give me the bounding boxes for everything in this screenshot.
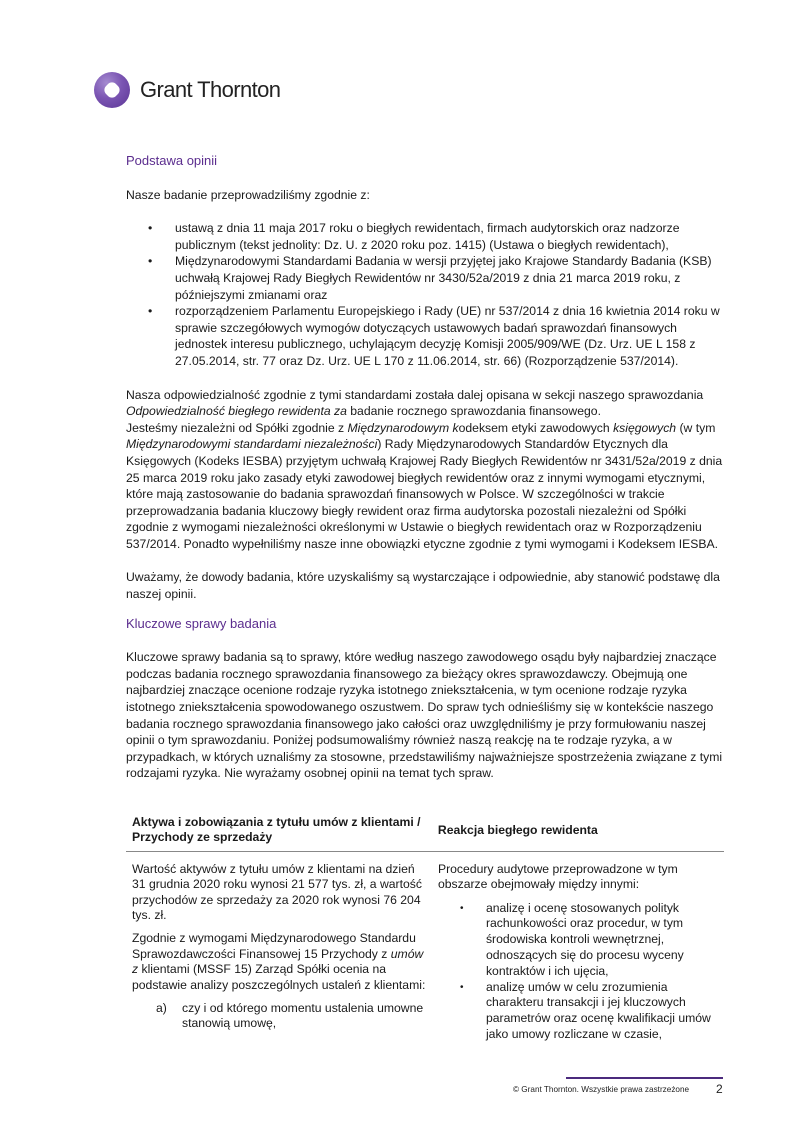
procedures-list — [438, 901, 724, 1043]
footer-copyright: © Grant Thornton. Wszystkie prawa zastrzeżone — [513, 1085, 690, 1094]
section-heading-key-matters: Kluczowe sprawy badania — [126, 615, 277, 631]
column-header-response: Reakcja biegłego rewidenta — [437, 822, 598, 837]
response-cell — [426, 862, 724, 1043]
list-item: • rozporządzeniem Parlamentu Europejskiego i Rady (UE) nr 537/2014 z dnia 16 kwietnia 2014 roku w sprawie szczegółowych wymogów dotyczących ustawowych badań sprawozdań finansowych jednostek interesu publicznego, uchylającym decyzję Komisji 2005/909/WE (Dz. Urz. UE L 158 z 27.05.2014, str. 77 oraz Dz. Urz. UE L 170 z 11.06.2014, str. 66) (Rozporządzenie 537/2014). — [126, 303, 726, 369]
assessment-list — [132, 1001, 426, 1032]
responsibility-paragraph: Nasza odpowiedzialność zgodnie z tymi standardami została dalej opisana w sekcji naszego sprawozdania Odpowiedzialność biegłego rewidenta za badanie rocznego sprawozdania finansowego. — [126, 387, 704, 419]
evidence-paragraph: Uważamy, że dowody badania, które uzyskaliśmy są wystarczające i odpowiednie, aby stanowić podstawę dla naszej opinii. — [126, 570, 720, 602]
matter-cell — [126, 862, 426, 1043]
intro-text: Nasze badanie przeprowadziliśmy zgodnie z: — [126, 187, 370, 202]
independence-paragraph: Jesteśmy niezależni od Spółki zgodnie z Międzynarodowym kodeksem etyki zawodowych księgowych (w tym Międzynarodowymi standardami niezależności) Rady Międzynarodowych Standardów Etycznych dla Księgowych (Kodeks IESBA) przyjętym uchwałą Krajowej Rady Biegłych Rewidentów nr 3431/52a/2019 z dnia 25 marca 2019 roku jako zasady etyki zawodowej biegłych rewidentów oraz z innymi wymogami etycznymi, które mają zastosowanie do badania sprawozdań finansowych w Polsce. W szczególności w trakcie przeprowadzania badania kluczowy biegły rewident oraz firma audytorska pozostali niezależni od Spółki zgodnie z wymogami niezależności określonymi w Ustawie o biegłych rewidentach oraz w Rozporządzeniu 537/2014. Ponadto wypełniliśmy nasze inne obowiązki etyczne zgodnie z tymi wymogami i Kodeksem IESBA. — [126, 420, 723, 551]
footer-divider — [566, 1077, 723, 1079]
key-matters-paragraph: Kluczowe sprawy badania są to sprawy, które według naszego zawodowego osądu były najbardziej znaczące podczas badania rocznego sprawozdania finansowego za bieżący okres sprawozdawczy. Obejmują one najbardziej znaczące ocenione rodzaje ryzyka istotnego zniekształcenia, w tym ocenione rodzaje ryzyka istotnego zniekształcenia spowodowanego oszustwem. Do spraw tych odnieśliśmy się w kontekście naszego badania rocznego sprawozdania finansowego jako całości oraz uwzględniliśmy je przy formułowaniu naszej opinii o tym sprawozdaniu. Poniżej podsumowaliśmy również naszą reakcję na te rodzaje ryzyka, a w przypadkach, w których uznaliśmy za stosowne, przedstawiliśmy najważniejsze spostrzeżenia związane z tymi rodzajami ryzyka. Nie wyrażamy osobnej opinii na temat tych spraw. — [126, 650, 723, 781]
list-item: a) czy i od którego momentu ustalenia umowne stanowią umowę, — [156, 1001, 424, 1031]
table-header — [126, 815, 724, 852]
table-row — [126, 852, 724, 1043]
key-audit-matters-table — [126, 815, 724, 1043]
matter-description: Zgodnie z wymogami Międzynarodowego Standardu Sprawozdawczości Finansowej 15 Przychody z umów z klientami (MSSF 15) Zarząd Spółki ocenia na podstawie analizy poszczególnych ustaleń z klientami: — [132, 931, 426, 992]
grant-thornton-logo-icon — [94, 72, 130, 108]
standards-list — [126, 220, 726, 369]
list-item: • analizę i ocenę stosowanych polityk rachunkowości oraz procedur, w tym środowiska kontroli wewnętrznej, odnoszących się do procesu wyceny kontraktów i ich ujęcia, — [438, 901, 724, 980]
response-intro: Procedury audytowe przeprowadzone w tym obszarze obejmowały między innymi: — [437, 861, 678, 892]
page-number: 2 — [716, 1082, 723, 1096]
report-body — [126, 153, 726, 782]
list-item: • ustawą z dnia 11 maja 2017 roku o biegłych rewidentach, firmach audytorskich oraz nadzorze publicznym (tekst jednolity: Dz. U. z 2020 roku poz. 1415) (Ustawa o biegłych rewidentach), — [126, 220, 726, 253]
list-item: • analizę umów w celu zrozumienia charakteru transakcji i jej kluczowych parametrów oraz ocenę kwalifikacji umów jako umowy rozliczane w czasie, — [438, 980, 724, 1043]
section-heading-basis: Podstawa opinii — [126, 153, 218, 168]
logo-text: Grant Thornton — [140, 77, 281, 102]
matter-values: Wartość aktywów z tytułu umów z klientami na dzień 31 grudnia 2020 roku wynosi 21 577 tys. zł, a wartość przychodów ze sprzedaży za 2020 rok wynosi 76 204 tys. zł. — [132, 861, 422, 923]
grant-thornton-logo — [94, 72, 280, 108]
list-item: • Międzynarodowymi Standardami Badania w wersji przyjętej jako Krajowe Standardy Badania (KSB) uchwałą Krajowej Rady Biegłych Rewidentów nr 3430/52a/2019 z dnia 21 marca 2019 roku, z późniejszymi zmianami oraz — [126, 253, 726, 303]
column-header-matter: Aktywa i zobowiązania z tytułu umów z klientami / Przychody ze sprzedaży — [132, 815, 421, 845]
